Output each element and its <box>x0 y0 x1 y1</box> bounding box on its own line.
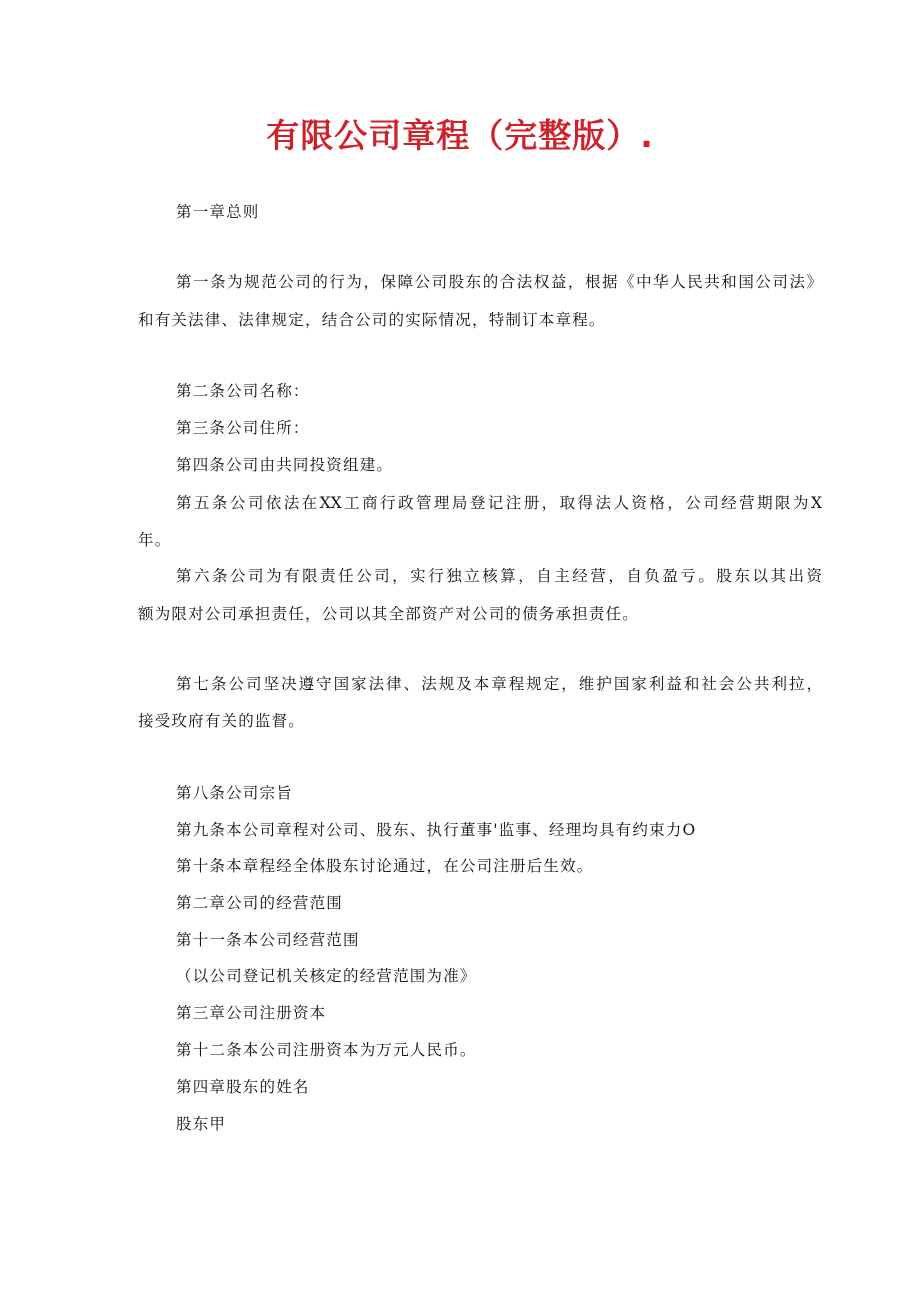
paragraph-line: 接受玫府有关的监督。 <box>138 712 306 730</box>
paragraph-line: 第二条公司名称： <box>176 382 310 400</box>
paragraph-line: （以公司登记机关核定的经营范围为准》 <box>176 967 477 985</box>
paragraph-line: 股东甲 <box>176 1115 227 1133</box>
chapter-heading: 第三章公司注册资本 <box>176 1004 327 1022</box>
paragraph-line: 第十一条本公司经营范围 <box>176 931 360 949</box>
paragraph-line: 第四条公司由共同投资组建。 <box>176 456 394 474</box>
paragraph-line: 第九条本公司章程对公司、股东、执行董事'监事、经理均具有约束力O <box>176 821 697 839</box>
paragraph-line: 第八条公司宗旨 <box>176 784 293 802</box>
paragraph-line: 年。 <box>138 531 172 549</box>
paragraph-line: 第十二条本公司注册资本为万元人民币。 <box>176 1041 477 1059</box>
paragraph-line: 额为限对公司承担责任，公司以其全部资产对公司的债务承担责任。 <box>138 605 640 623</box>
paragraph-line: 第十条本章程经全体股东讨论通过，在公司注册后生效。 <box>176 857 594 875</box>
paragraph-line: 第五条公司依法在XX工商行政管理局登记注册，取得法人资格，公司经营期限为X <box>176 494 822 512</box>
paragraph-line: 和有关法律、法律规定，结合公司的实际情况，特制订本章程。 <box>138 311 606 329</box>
chapter-heading: 第一章总则 <box>176 203 260 221</box>
paragraph-line: 第三条公司住所： <box>176 419 310 437</box>
chapter-heading: 第四章股东的姓名 <box>176 1078 310 1096</box>
document-title: 有限公司章程（完整版）. <box>266 116 654 155</box>
paragraph-line: 第一条为规范公司的行为，保障公司股东的合法权益，根据《中华人民共和国公司法》 <box>176 273 822 291</box>
chapter-heading: 第二章公司的经营范围 <box>176 894 344 912</box>
paragraph-line: 第六条公司为有限责任公司，实行独立核算，自主经营，自负盈亏。股东以其出资 <box>176 567 822 585</box>
paragraph-line: 第七条公司坚决遵守国家法律、法规及本章程规定，维护国家利益和社会公共利拉， <box>176 675 822 693</box>
